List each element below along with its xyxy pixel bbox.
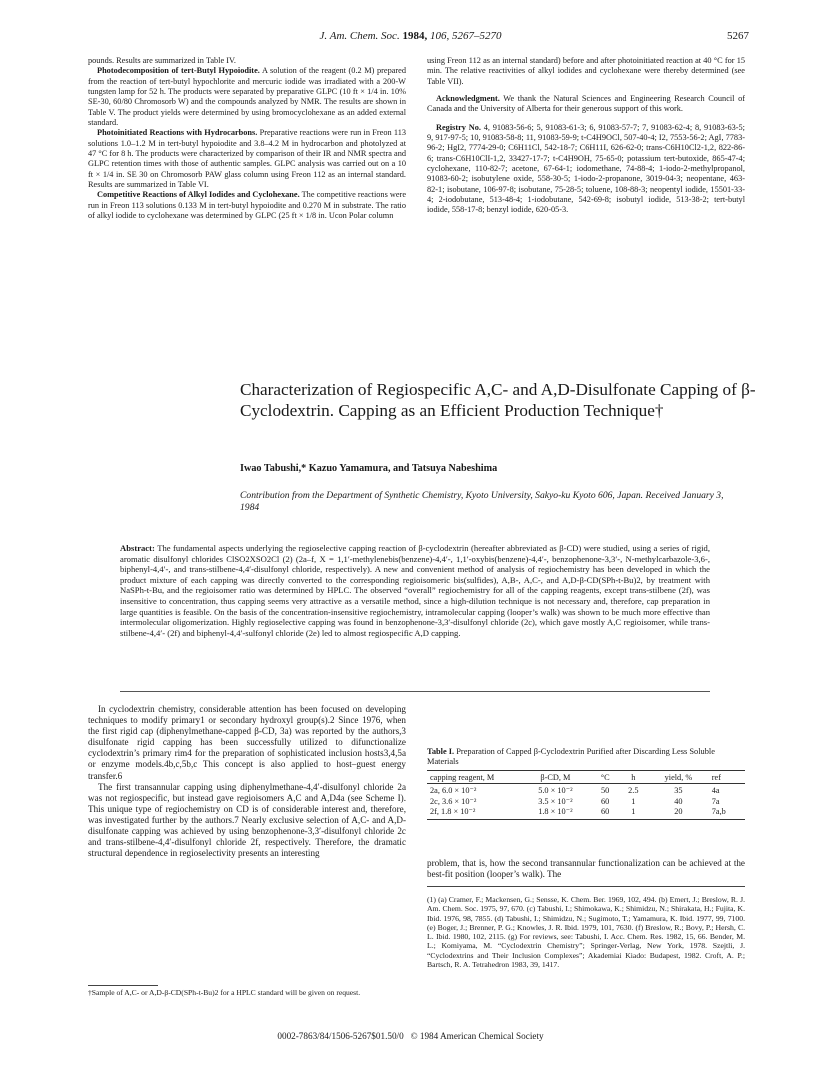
table-header-cell: ref: [709, 771, 745, 784]
prev-article-left-column: [88, 56, 406, 222]
prev-paragraph: pounds. Results are summarized in Table IV.: [88, 56, 236, 65]
table-cell: 35: [674, 786, 683, 796]
article-authors: Iwao Tabushi,* Kazuo Yamamura, and Tatsuya Nabeshima: [240, 463, 498, 474]
table-header-cell: °C: [592, 771, 619, 784]
table-cell: 50: [601, 786, 610, 796]
body-paragraph: problem, that is, how the second transannular functionalization can be achieved at the best-fit position (looper’s walk). The: [427, 858, 745, 880]
article-affiliation: Contribution from the Department of Synthetic Chemistry, Kyoto University, Sakyo-ku Kyoto 606, Japan. Received January 3, 1984: [240, 490, 724, 513]
table-cell: 1.8 × 10⁻²: [519, 807, 592, 820]
footnote: †Sample of A,C- or A,D-β-CD(SPh-t-Bu)2 for a HPLC standard will be given on request.: [88, 988, 361, 997]
table-cell: 3.5 × 10⁻²: [538, 796, 573, 806]
table-cell: 1: [631, 796, 636, 806]
references: (1) (a) Cramer, F.; Mackensen, G.; Sensse, K. Chem. Ber. 1969, 102, 494. (b) Emert, J.; Breslow, R. J. Am. Chem. Soc. 1975, 97, 670. (c) Tabushi, I.; Shimokawa, K.; Shimidzu, N.; Shirakata, H.; Fujita, K. Ibid. 1976, 98, 7855. (d) Tabushi, I.; Shimidzu, N.; Sugimoto, T.; Yamamura, K. Ibid. 1977, 99, 7100. (e) Boger, J.; Brenner, P. G.; Knowles, J. R. Ibid. 1979, 101, 7630. (f) Breslow, R.; Bovy, P.; Hersh, C. L. Ibid. 1980, 102, 2115. (g) For reviews, see: Tabushi, I. Acc. Chem. Res. 1982, 15, 66. Bender, M. L.; Komiyama, M. “Cyclodextrin Chemistry”; Springer-Verlag, New York, 1978. Szejtli, J. “Cyclodextrins and Their Inclusion Complexes”; Akademiai Kiado: Budapest, 1982. Croft, A. P.; Bartsch, R. A. Tetrahedron 1983, 39, 1417.: [427, 895, 745, 970]
table-row: [427, 807, 745, 820]
table-cell: 7a,b: [709, 807, 745, 820]
prev-paragraph: Photoinitiated Reactions with Hydrocarbons. Preparative reactions were run in Freon 113 solutions 1.0–1.2 M in tert-butyl hypoiodite and 3.8–4.2 M in hydrocarbon and photolyzed at 47 °C for 8 h. The products were characterized by comparison of their IR and NMR spectra and GLPC retention times with those of authentic samples. GLPC analysis was carried out on a 10 ft × 1/4 in. SE 30 on Chromosorb PAW glass column using Freon 112 as an internal standard. Results are summarized in Table VI.: [88, 128, 407, 190]
prev-paragraph: using Freon 112 as an internal standard) before and after photoinitiated reaction at 40 °C for 15 min. The relative reactivities of alkyl iodides and cyclohexane were thereby determined (see Table VII).: [427, 56, 745, 86]
table-header-cell: capping reagent, M: [427, 771, 519, 784]
table-header-row: [427, 771, 745, 784]
table-row: [427, 797, 745, 807]
journal-year: 1984,: [402, 30, 428, 42]
table-header-cell: h: [619, 771, 649, 784]
table-cell: 40: [674, 796, 683, 806]
page-number: 5267: [727, 30, 749, 42]
table-cell: 20: [648, 807, 709, 820]
table-cell: 2.5: [628, 786, 639, 796]
table-cell: 5.0 × 10⁻²: [538, 786, 573, 796]
journal-pages: 5267–5270: [451, 30, 502, 42]
table-caption: Table I. Preparation of Capped β-Cyclodextrin Purified after Discarding Less Soluble Materials: [427, 747, 715, 767]
body-right-column: [427, 858, 745, 880]
acknowledgment: Acknowledgment. We thank the Natural Sciences and Engineering Research Council of Canada and the University of Alberta for their generous support of this work.: [427, 94, 745, 114]
table-cell: 60: [601, 796, 610, 806]
table-cell: 2a, 6.0 × 10⁻²: [430, 786, 477, 796]
article-code: 0002-7863/84/1506-5267$01.50/0: [277, 1031, 404, 1041]
table-header-cell: β-CD, M: [519, 771, 592, 784]
abstract-label: Abstract:: [120, 543, 155, 553]
prev-paragraph: Competitive Reactions of Alkyl Iodides and Cyclohexane. The competitive reactions were run in Freon 113 solutions 0.133 M in tert-butyl hypoiodite and 0.270 M in substrate. The ratio of alkyl iodide to cyclohexane was determined by GLPC (25 ft × 1/8 in. Ucon Polar column: [88, 190, 407, 221]
body-paragraph: In cyclodextrin chemistry, considerable attention has been focused on developing techniques to modify primary1 or secondary hydroxyl group(s).2 Since 1976, when the first rigid cap (diphenylmethane-capped β-CD, 3a) was reported by the authors,3 disulfonate rigid capping has been successfully utilized to difunctionalize cyclodextrin’s primary rim4 for the preparation of sophisticated inclusion hosts3,4,5a or enzyme models.4b,c,5b,c This concept is also applied to host–guest energy transfer.6: [88, 704, 406, 781]
table-label: Table I.: [427, 747, 455, 756]
table-header-cell: yield, %: [648, 771, 709, 784]
body-paragraph: The first transannular capping using diphenylmethane-4,4′-disulfonyl chloride 2a was not regiospecific, but instead gave regioisomers A,C and A,D4a (see Scheme I). This unique type of regiochemistry on CD is of considerable interest and, therefore, was investigated further by the authors.7 Nearly exclusive selection of A,C- and A,D-disulfonate capping was achieved by using benzophenone-3,3′-disulfonyl chloride 2c and trans-stilbene-4,4′-disulfonyl chloride 2f, respectively. Therefore, the dramatic structural dependence in regioselectivity presents an interesting: [88, 781, 406, 859]
abstract-divider: [120, 691, 710, 692]
table-row: [427, 784, 745, 797]
journal-name: J. Am. Chem. Soc.: [319, 30, 400, 42]
registry-numbers: Registry No. 4, 91083-56-6; 5, 91083-61-3; 6, 91083-57-7; 7, 91083-62-4; 8, 91083-63-5; 9, 917-97-5; 10, 91083-58-8; 11, 91083-59-9; t-C4H9OCl, 507-40-4; I2, 7553-56-2; AgI, 7783-96-2; HgI2, 7774-29-0; C6H11Cl, 542-18-7; C6H11I, 626-62-0; trans-C6H10Cl2-1,2, 822-86-6; trans-C6H10ClI-1,2, 33427-17-7; t-C4H9OH, 75-65-0; potassium tert-butoxide, 865-47-4; cyclohexane, 110-82-7; acetone, 67-64-1; iodomethane, 74-88-4; 1-iodo-2-methylpropanol, 91083-60-2; isobutylene oxide, 558-30-5; 1-iodo-2-propanone, 3019-04-3; neopentane, 463-82-1; isobutane, 106-97-8; isobutane, 75-28-5; toluene, 108-88-3; neopentyl iodide, 15501-33-4; 2-iodobutane, 513-48-4; 1-iodobutane, 542-69-8; isobutyl iodide, 513-38-2; tert-butyl iodide, 558-17-8; benzyl iodide, 620-05-3.: [427, 122, 745, 215]
article-title: Characterization of Regiospecific A,C- and A,D-Disulfonate Capping of β-Cyclodextrin. Capping as an Efficient Production Technique†: [240, 380, 756, 420]
table-cell: 2f, 1.8 × 10⁻²: [427, 807, 519, 820]
table-cell: 2c, 3.6 × 10⁻²: [430, 796, 477, 806]
running-head: [0, 30, 821, 44]
journal-volume: 106,: [429, 30, 450, 42]
copyright-notice: © 1984 American Chemical Society: [410, 1031, 544, 1041]
prev-paragraph: Photodecomposition of tert-Butyl Hypoiodite. A solution of the reagent (0.2 M) prepared from the reaction of tert-butyl hypochlorite and mercuric iodide was irradiated with a 200-W tungsten lamp for 52 h. The products were separated by preparative GLPC (10 ft × 1/4 in. 10% SE-30, 60/80 Chromosorb W) and the compounds analyzed by NMR. The results are shown in Table V. The product yields were determined by using bromocyclohexane as an added external standard.: [88, 66, 406, 128]
table-cell: 60: [592, 807, 619, 820]
data-table: [427, 770, 745, 820]
table-cell: 7a: [711, 796, 720, 806]
prev-article-right-column: [427, 56, 745, 216]
journal-citation: [0, 30, 821, 42]
abstract-text: The fundamental aspects underlying the regioselective capping reaction of β-cyclodextrin (hereafter abbreviated as β-CD) were studied, using a series of rigid, aromatic disulfonyl chlorides ClSO2XSO2Cl (2) (2a–f, X = 1,1′-methylenebis(benzene)-4,4′-, 1,1′-oxybis(benzene)-4,4′-, benzophenone-3,3′-, N-methylcarbazole-3,6-, biphenyl-4,4′-, and trans-stilbene-4,4′-disulfonyl chloride, respectively). A new and convenient method of analysis of regiochemistry has been developed in which the product mixture of each capping was directly converted to the corresponding regioisomeric bis(sulfides), A,B-, A,C-, and A,D-β-CD(SPh-t-Bu)2, by treatment with NaSPh-t-Bu, and the regioisomer ratio was determined by HPLC. The observed “overall” regiochemistry for all of the capping reagents, except trans-stilbene (2f), was insensitive to concentration, thus capping seems very attractive as a versatile method, since a high-dilution technique is not necessary and, therefore, cap preparation in large quantities is feasible. On the basis of the concentration-insensitive regiochemistry, intramolecular capping (looper’s walk) was shown to be much more effective than intermolecular oligomerization. Highly regioselective capping was found in benzophenone-3,3′-disulfonyl chloride (2c), which gave mostly A,C regioisomer, while trans-stilbene-4,4′- (2f) and biphenyl-4,4′-sulfonyl chloride (2e) led to almost regiospecific A,D capping.: [120, 543, 710, 638]
abstract: [120, 543, 710, 638]
table-cell: 4a: [711, 786, 720, 796]
table-cell: 1: [619, 807, 649, 820]
footnote-divider: [88, 985, 158, 986]
references-divider: [427, 886, 745, 887]
body-left-column: [88, 704, 406, 859]
page-footer: [0, 1031, 821, 1041]
